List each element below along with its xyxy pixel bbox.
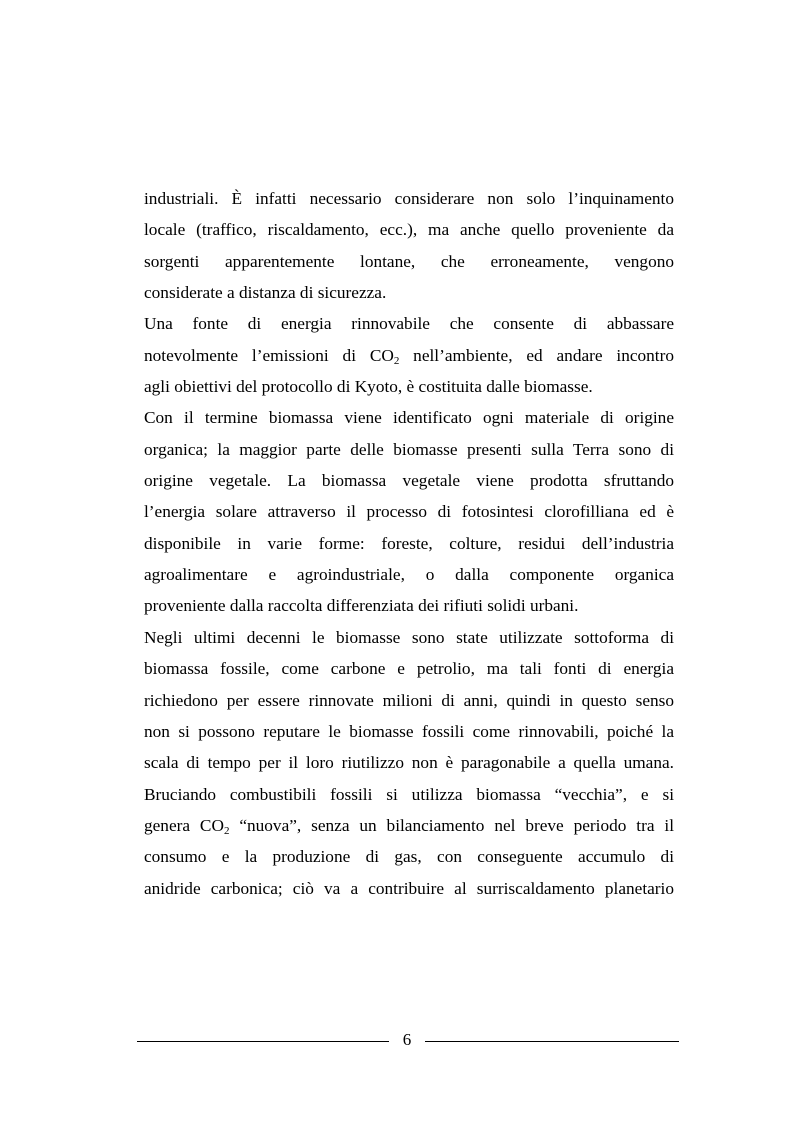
footer-rule-left [137,1041,389,1042]
page-footer [137,1030,679,1050]
paragraph [144,183,674,308]
text-line: l’energia solare attraverso il processo di fotosintesi clorofilliana ed è [144,502,674,522]
text-segment: notevolmente l’emissioni di CO [144,345,394,365]
paragraph [144,402,674,621]
text-line: organica; la maggior parte delle biomasse presenti sulla Terra sono di [144,439,674,459]
text-segment: “nuova”, senza un bilanciamento nel breve periodo tra il [229,815,675,835]
text-line: industriali. È infatti necessario considerare non solo l’inquinamento [144,189,674,208]
text-line: richiedono per essere rinnovate milioni di anni, quindi in questo senso [144,690,674,710]
text-line [144,873,674,904]
subscript: 2 [393,354,400,367]
text-line: locale (traffico, riscaldamento, ecc.), ma anche quello proveniente da [144,220,674,240]
paragraph [144,308,674,402]
text-line [144,810,674,841]
text-line: agroalimentare e agroindustriale, o dalla componente organica [144,565,674,585]
body-text [144,183,674,904]
text-line: origine vegetale. La biomassa vegetale viene prodotta sfruttando [144,471,674,491]
text-line: disponibile in varie forme: foreste, colture, residui dell’industria [144,533,674,553]
text-line: non si possono reputare le biomasse fossili come rinnovabili, poiché la [144,721,674,741]
text-line: Con il termine biomassa viene identificato ogni materiale di origine [144,408,674,428]
text-line: Bruciando combustibili fossili si utilizza biomassa “vecchia”, e si [144,784,674,804]
text-line: scala di tempo per il loro riutilizzo non è paragonabile a quella umana. [144,753,674,773]
footer-rule-right [425,1041,679,1042]
paragraph [144,622,674,904]
text-line: sorgenti apparentemente lontane, che erroneamente, vengono [144,251,674,271]
text-line: Una fonte di energia rinnovabile che consente di abbassare [144,314,674,334]
page-number: 6 [402,1030,412,1049]
text-segment: genera CO [144,815,224,835]
text-line: agli obiettivi del protocollo di Kyoto, è costituita dalle biomasse. [144,377,593,397]
text-line [144,340,674,371]
text-line: considerate a distanza di sicurezza. [144,283,387,303]
text-line: Negli ultimi decenni le biomasse sono state utilizzate sottoforma di [144,627,674,647]
text-segment: nell’ambiente, ed andare incontro [399,345,674,365]
subscript: 2 [223,824,230,837]
text-segment: anidride carbonica; ciò va a contribuire al surriscaldamento planetario [144,878,674,898]
text-line: biomassa fossile, come carbone e petrolio, ma tali fonti di energia [144,659,674,679]
text-line: proveniente dalla raccolta differenziata dei rifiuti solidi urbani. [144,596,579,616]
text-line: consumo e la produzione di gas, con conseguente accumulo di [144,847,674,867]
